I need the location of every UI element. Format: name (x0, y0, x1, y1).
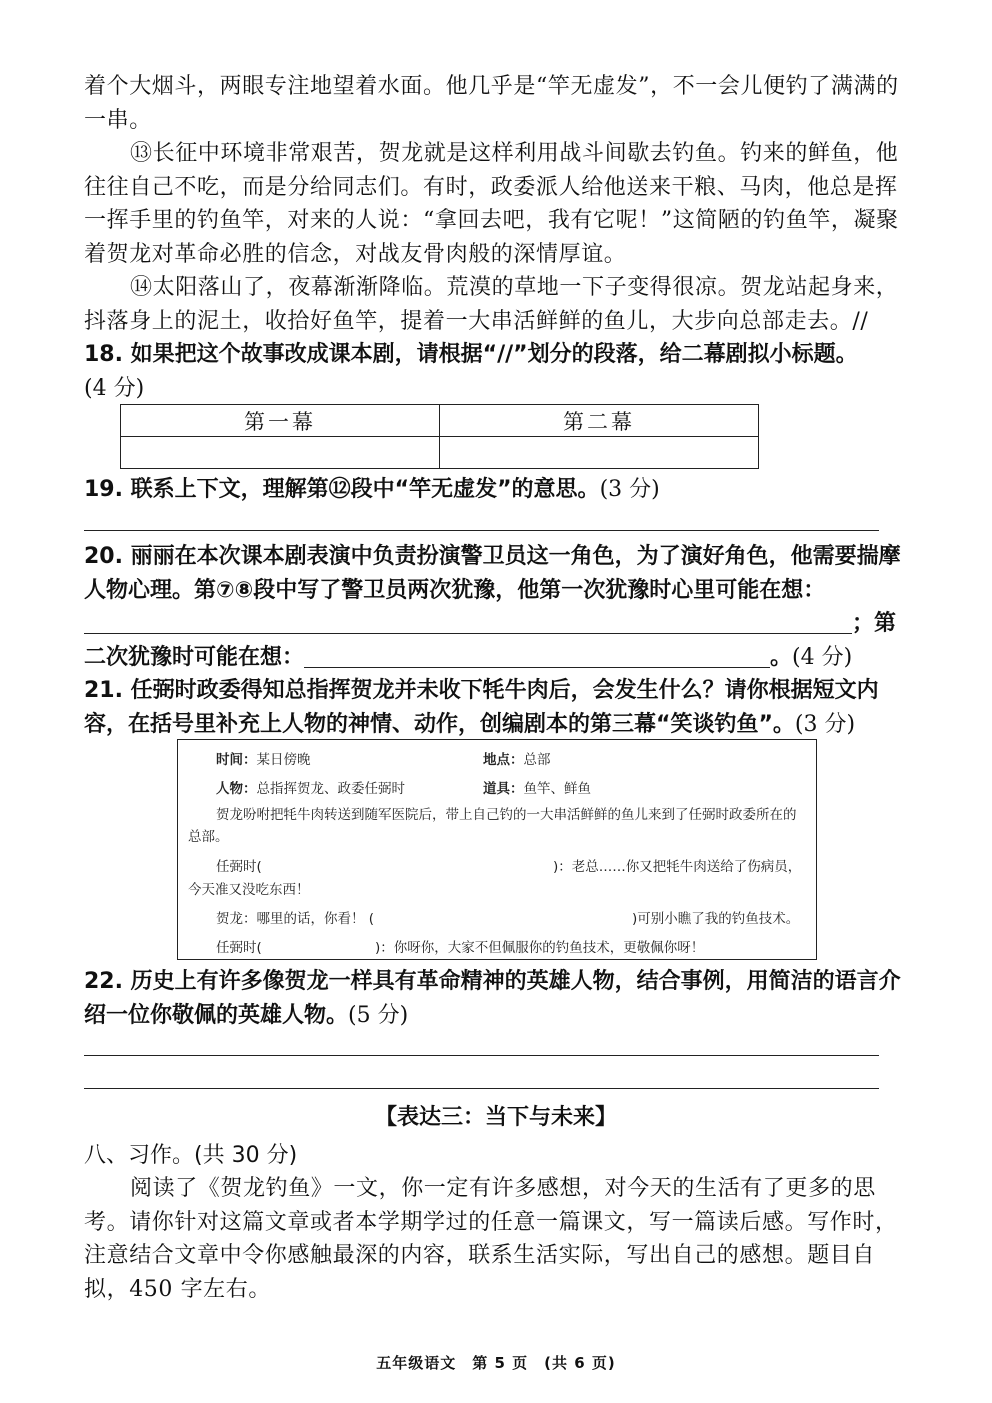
question-22-text: 22. 历史上有许多像贺龙一样具有革命精神的英雄人物，结合事例，用简洁的语言介绍一位你敬佩的英雄人物。 (84, 969, 901, 1028)
act-two-answer-cell[interactable] (440, 437, 759, 469)
script-props-value: 鱼竿、鲜鱼 (523, 781, 591, 797)
question-19 (84, 473, 912, 507)
question-20-mid: ；第二次犹豫时可能在想： (84, 611, 897, 670)
passage-paragraph-13: ⑬长征中环境非常艰苦，贺龙就是这样利用战斗间歇去钓鱼。钓来的鲜鱼，他往往自己不吃，而是分给同志们。有时，政委派人给他送来干粮、马肉，他总是挥一挥手里的钓鱼竿，对来的人说：“拿回去吧，我有它呢！”这简陋的钓鱼竿，凝聚着贺龙对革命必胜的信念，对战友骨肉般的深情厚谊。 (84, 141, 899, 267)
act-one-header: 第一幕 (121, 405, 440, 437)
script-place (483, 748, 551, 768)
question-20-answer-line-1[interactable] (84, 609, 852, 634)
question-21 (84, 674, 912, 741)
script-time (216, 748, 311, 768)
script-line-3-start: 任弼时( (216, 940, 262, 956)
act-one-answer-cell[interactable] (121, 437, 440, 469)
passage-paragraph-12-end: 着个大烟斗，两眼专注地望着水面。他几乎是“竿无虚发”，不一会儿便钓了满满的一串。 (84, 74, 899, 133)
question-21-points: (3 分) (794, 711, 856, 737)
composition-prompt: 阅读了《贺龙钓鱼》一文，你一定有许多感想，对今天的生活有了更多的思考。请你针对这篇文章或者本学期学过的任意一篇课文，写一篇读后感。写作时，注意结合文章中令你感触最深的内容，联系生活实际，写出自己的感想。题目自拟，450 字左右。 (84, 1176, 898, 1302)
question-22-points: (5 分) (348, 1002, 409, 1028)
question-19-text: 19. 联系上下文，理解第⑫段中“竿无虚发”的意思。 (84, 477, 600, 502)
question-19-points: (3 分) (599, 477, 660, 502)
script-people (216, 777, 405, 797)
script-narration: 贺龙吩咐把牦牛肉转送到随军医院后，带上自己钓的一大串活鲜鲜的鱼儿来到了任弼时政委所在的总部。 (188, 807, 797, 845)
script-people-label: 人物： (216, 781, 257, 797)
question-20 (84, 540, 912, 674)
act-title-table (120, 404, 759, 469)
question-18-text: 18. 如果把这个故事改成课本剧，请根据“//”划分的段落，给二幕剧拟小标题。 (84, 342, 858, 367)
question-19-answer-line[interactable] (84, 530, 879, 531)
question-20-answer-line-2[interactable] (304, 643, 770, 668)
passage-paragraph-14: ⑭太阳落山了，夜幕渐渐降临。荒漠的草地一下子变得很凉。贺龙站起身来，抖落身上的泥土，收拾好鱼竿，提着一大串活鲜鲜的鱼儿，大步向总部走去。// (84, 275, 899, 334)
script-line-2-start: 贺龙：哪里的话，你看！ ( (216, 911, 375, 927)
composition-title: 八、习作。(共 30 分) (84, 1143, 298, 1168)
script-props (483, 777, 591, 797)
script-line-1-continuation: 今天准又没吃东西！ (188, 882, 310, 898)
script-line-1-end: )：老总……你又把牦牛肉送给了伤病员， (553, 859, 802, 875)
act-two-header: 第二幕 (440, 405, 759, 437)
question-20-text: 20. 丽丽在本次课本剧表演中负责扮演警卫员这一角色，为了演好角色，他需要揣摩人物心理。第⑦⑧段中写了警卫员两次犹豫，他第一次犹豫时心里可能在想： (84, 544, 901, 603)
question-18 (84, 338, 912, 405)
script-place-value: 总部 (523, 752, 551, 768)
script-people-value: 总指挥贺龙、政委任弼时 (256, 781, 405, 797)
page-footer: 五年级语文 第 5 页 (共 6 页) (376, 1354, 616, 1372)
question-22 (84, 965, 912, 1032)
script-place-label: 地点： (483, 752, 524, 768)
script-line-2-end: )可别小瞧了我的钓鱼技术。 (632, 911, 800, 927)
script-time-value: 某日傍晚 (256, 752, 311, 768)
script-time-label: 时间： (216, 752, 257, 768)
question-22-answer-line-1[interactable] (84, 1055, 879, 1056)
question-21-text: 21. 任弼时政委得知总指挥贺龙并未收下牦牛肉后，会发生什么？请你根据短文内容，在括号里补充上人物的神情、动作，创编剧本的第三幕“笑谈钓鱼”。 (84, 678, 879, 737)
script-line-1-start: 任弼时( (216, 859, 262, 875)
script-line-3-end: )：你呀你，大家不但佩服你的钓鱼技术，更敬佩你呀！ (375, 940, 705, 956)
question-20-end: 。 (770, 644, 793, 670)
section-heading: 【表达三：当下与未来】 (374, 1105, 617, 1130)
question-22-answer-line-2[interactable] (84, 1088, 879, 1089)
question-20-points: (4 分) (792, 644, 853, 670)
script-box (177, 739, 817, 960)
script-props-label: 道具： (483, 781, 524, 797)
question-18-points: (4 分) (84, 375, 145, 401)
